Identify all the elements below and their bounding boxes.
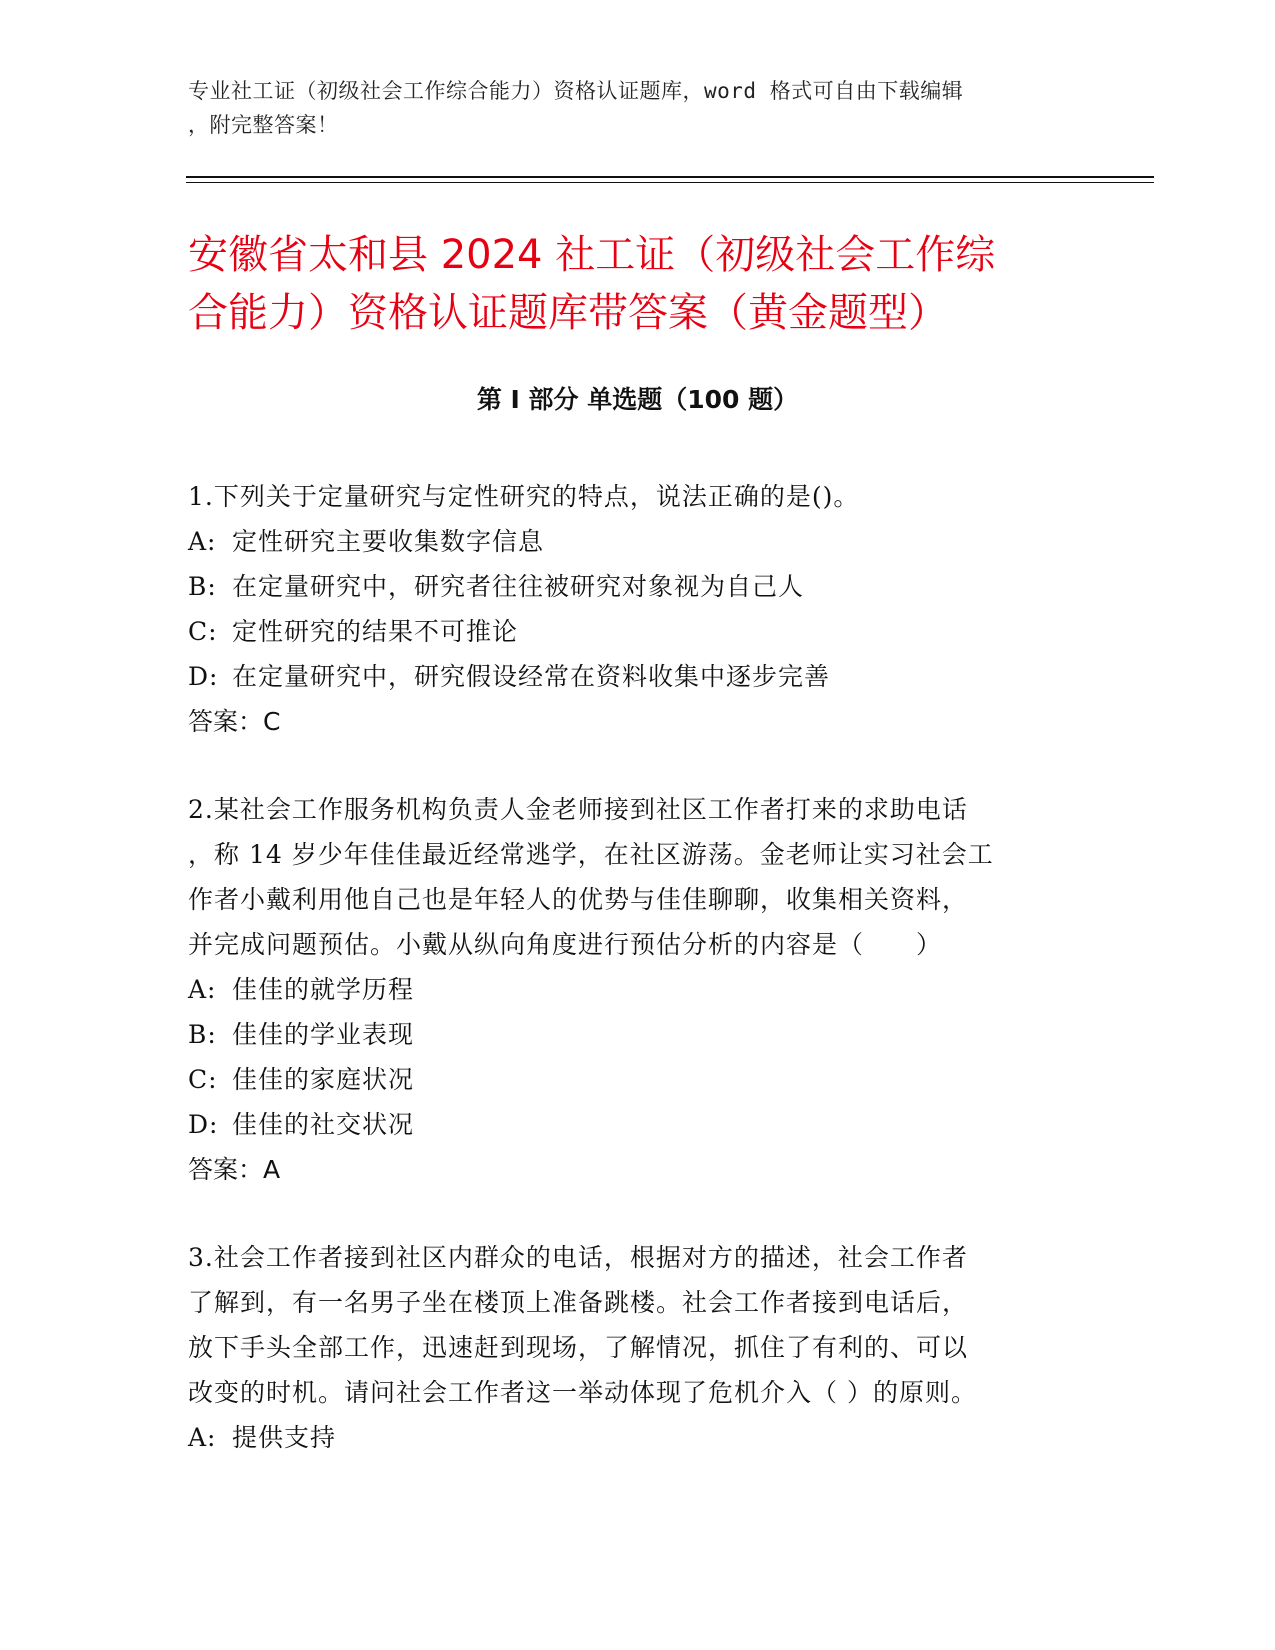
- option-text: 佳佳的学业表现: [232, 1020, 415, 1049]
- question-item: [188, 787, 1068, 1192]
- header-divider: [186, 176, 1154, 178]
- answer-option: [188, 609, 1068, 654]
- document-title-line: 安徽省太和县 2024 社工证（初级社会工作综: [188, 232, 996, 278]
- option-letter: C:: [188, 617, 218, 646]
- option-letter: D:: [188, 662, 219, 691]
- question-stem-line: 放下手头全部工作，迅速赶到现场，了解情况，抓住了有利的、可以: [188, 1333, 969, 1362]
- question-stem-line: 改变的时机。请问社会工作者这一举动体现了危机介入（ ）的原则。: [188, 1378, 977, 1407]
- header-note-line: 专业社工证（初级社会工作综合能力）资格认证题库，word 格式可自由下载编辑: [188, 79, 964, 103]
- answer-option: [188, 1415, 1068, 1460]
- question-stem-line: 3.社会工作者接到社区内群众的电话，根据对方的描述，社会工作者: [188, 1243, 968, 1272]
- option-letter: A:: [188, 975, 217, 1004]
- document-title-line: 合能力）资格认证题库带答案（黄金题型）: [188, 290, 948, 336]
- option-text: 在定量研究中，研究者往往被研究对象视为自己人: [232, 572, 805, 601]
- section-title: 第 I 部分 单选题（100 题）: [476, 385, 799, 414]
- header-note-line: ，附完整答案！: [188, 113, 339, 137]
- header-note: [188, 74, 1068, 142]
- option-text: 在定量研究中，研究假设经常在资料收集中逐步完善: [232, 662, 831, 691]
- answer-option: [188, 564, 1068, 609]
- option-letter: A:: [188, 1423, 217, 1452]
- answer-option: [188, 1102, 1068, 1147]
- option-letter: A:: [188, 527, 217, 556]
- header-divider-thin: [186, 182, 1154, 183]
- answer-option: [188, 1012, 1068, 1057]
- question-item: [188, 474, 1068, 744]
- answer-key: 答案：C: [188, 707, 281, 736]
- question-stem-line: 并完成问题预估。小戴从纵向角度进行预估分析的内容是（ ）: [188, 930, 943, 959]
- answer-option: [188, 1057, 1068, 1102]
- answer-option: [188, 967, 1068, 1012]
- option-text: 佳佳的社交状况: [232, 1110, 415, 1139]
- question-stem-line: 1.下列关于定量研究与定性研究的特点，说法正确的是()。: [188, 482, 860, 511]
- question-item: [188, 1235, 1068, 1460]
- option-letter: D:: [188, 1110, 219, 1139]
- option-letter: C:: [188, 1065, 218, 1094]
- option-text: 佳佳的家庭状况: [232, 1065, 415, 1094]
- option-text: 定性研究主要收集数字信息: [232, 527, 545, 556]
- question-stem-line: 作者小戴利用他自己也是年轻人的优势与佳佳聊聊，收集相关资料，: [188, 885, 969, 914]
- answer-option: [188, 519, 1068, 564]
- document-title: [188, 226, 1088, 342]
- option-letter: B:: [188, 572, 217, 601]
- answer-key: 答案：A: [188, 1155, 281, 1184]
- question-stem-line: ，称 14 岁少年佳佳最近经常逃学，在社区游荡。金老师让实习社会工: [188, 840, 994, 869]
- answer-option: [188, 654, 1068, 699]
- question-list: [188, 474, 1068, 1503]
- question-stem-line: 2.某社会工作服务机构负责人金老师接到社区工作者打来的求助电话: [188, 795, 968, 824]
- option-letter: B:: [188, 1020, 217, 1049]
- question-stem-line: 了解到，有一名男子坐在楼顶上准备跳楼。社会工作者接到电话后，: [188, 1288, 969, 1317]
- option-text: 佳佳的就学历程: [232, 975, 415, 1004]
- option-text: 提供支持: [232, 1423, 337, 1452]
- option-text: 定性研究的结果不可推论: [232, 617, 519, 646]
